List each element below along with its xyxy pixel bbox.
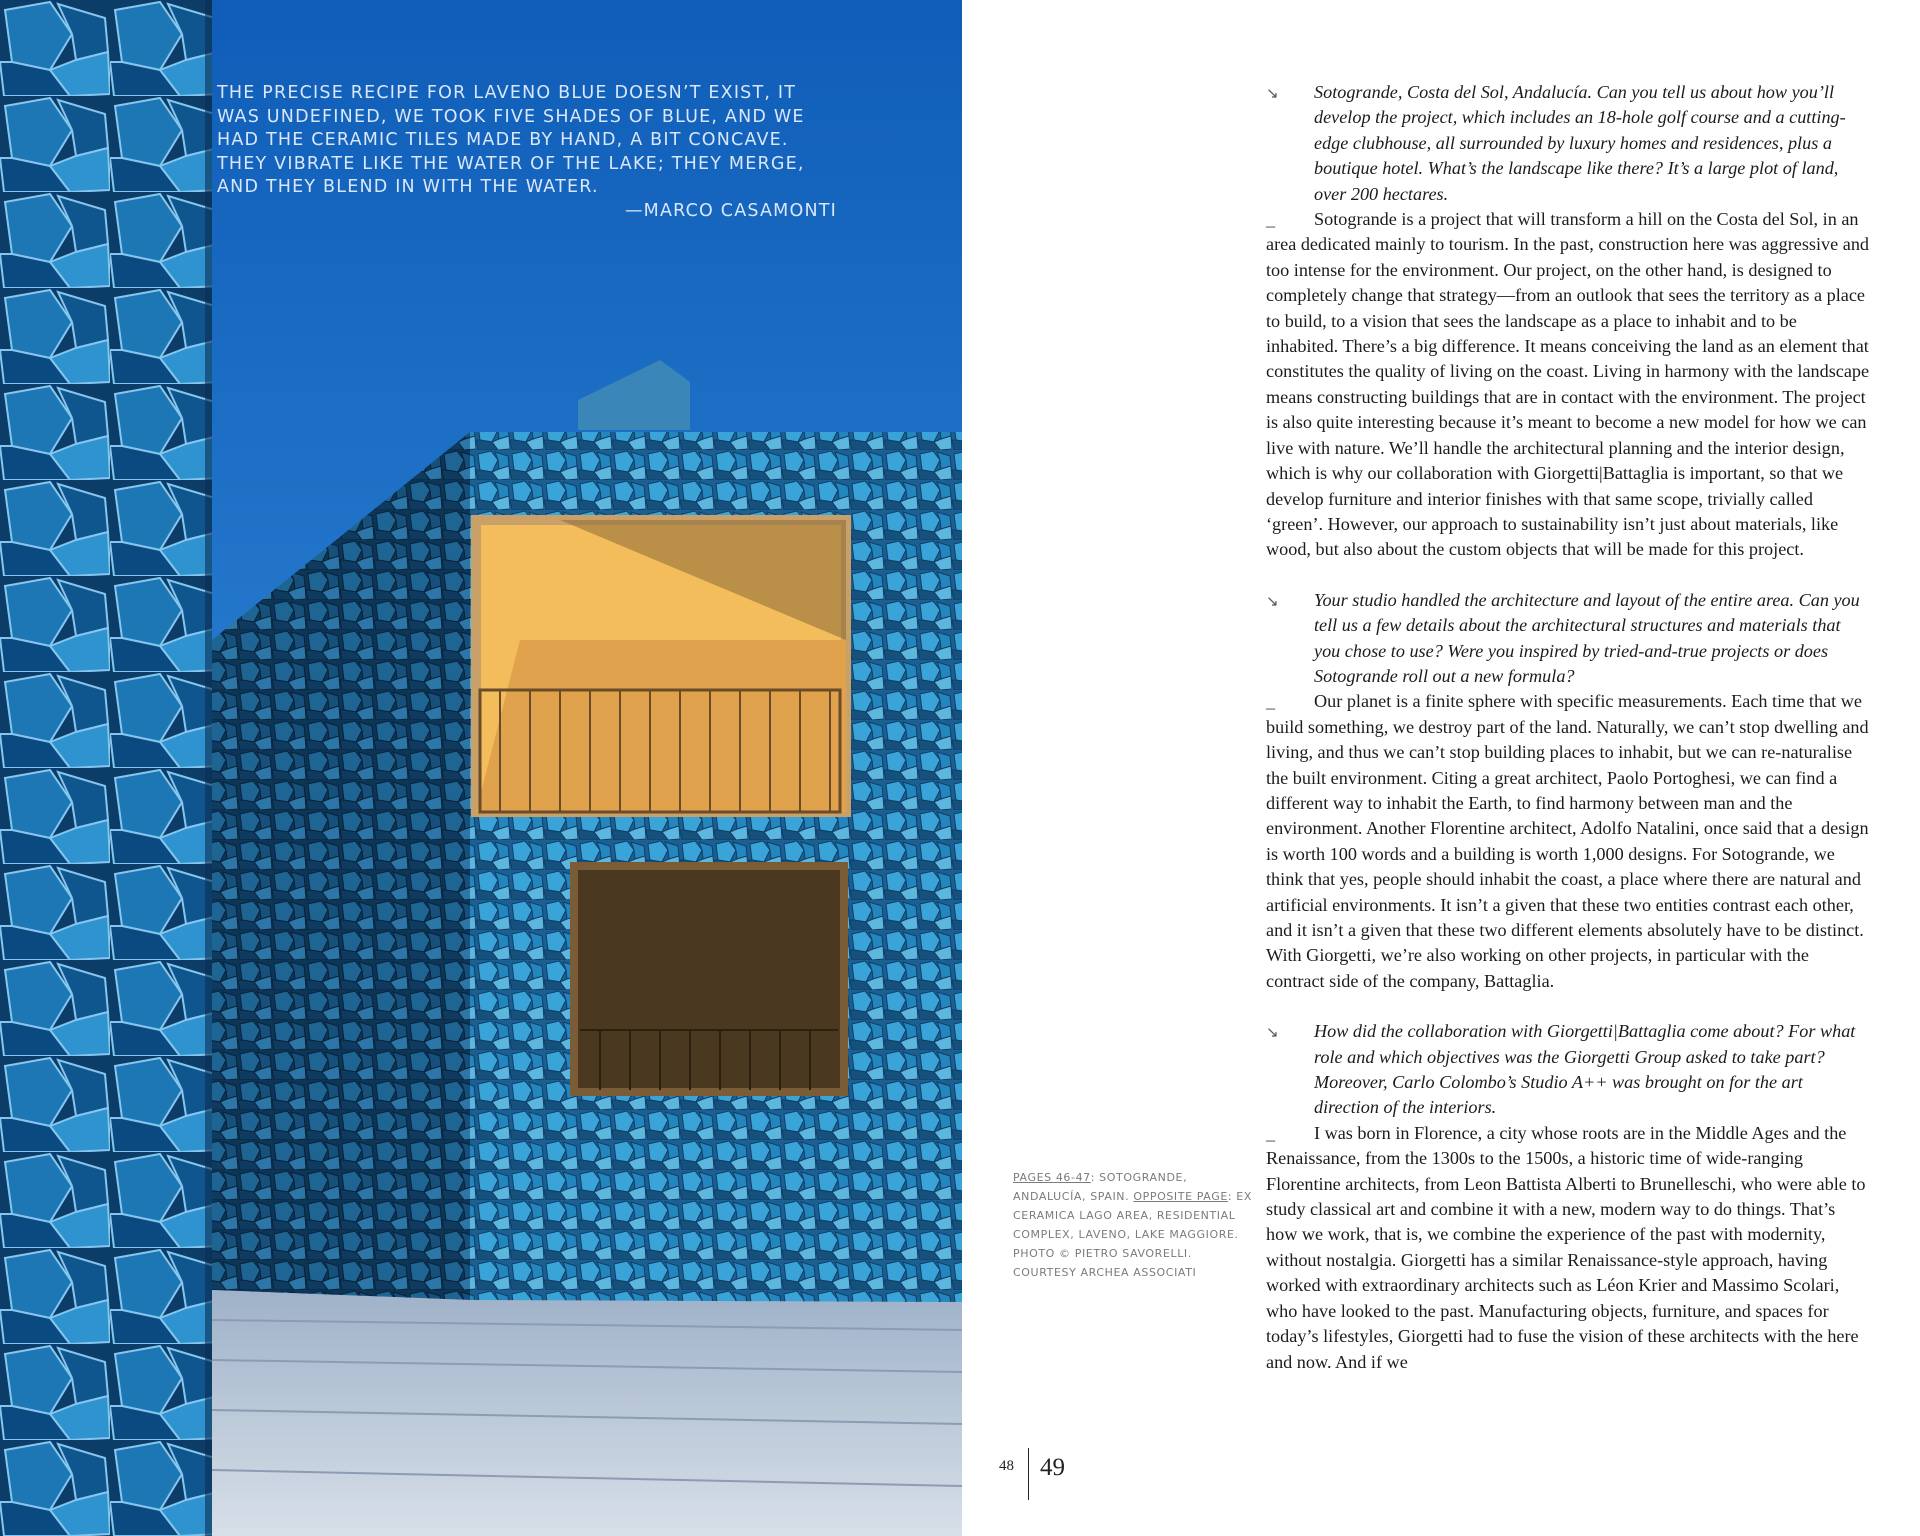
interview-question	[1266, 588, 1870, 690]
caption-opposite-text: : EX CERAMICA LAGO AREA, RESIDENTIAL COMPLEX, LAVENO, LAKE MAGGIORE.	[1013, 1190, 1252, 1241]
qa-block	[1266, 1019, 1870, 1375]
qa-block	[1266, 588, 1870, 995]
caption-pages-label: PAGES 46-47	[1013, 1171, 1091, 1184]
caption-block	[1013, 1168, 1253, 1282]
interview-column	[1266, 80, 1870, 1400]
question-text: Sotogrande, Costa del Sol, Andalucía. Can you tell us about how you’ll develop the project, which includes an 18-hole golf course and a cutting-edge clubhouse, all surrounded by luxury homes and residences, plus a boutique hotel. What’s the landscape like there? It’s a large plot of land, over 200 hectares.	[1314, 82, 1846, 204]
page-number-divider	[1028, 1448, 1029, 1500]
caption-opposite-label: OPPOSITE PAGE	[1133, 1190, 1228, 1203]
interview-question	[1266, 80, 1870, 207]
answer-text: Our planet is a finite sphere with specific measurements. Each time that we build something, we destroy part of the land. Naturally, we can’t stop dwelling and living, and thus we can’t stop building places to inhabit, but we can re-naturalise the built environment. Citing a great architect, Paolo Portoghesi, we can find a different way to inhabit the Earth, to find harmony between man and the environment. Another Florentine architect, Adolfo Natalini, once said that a design is worth 100 words and a building is worth 1,000 designs. For Sotogrande, we think that yes, people should inhabit the coast, a place where there are natural and artificial environments. It isn’t a given that these two entities contrast each other, and it isn’t a given that these two different elements absolutely have to be distinct. With Giorgetti, we’re also working on other projects, in particular with the contract side of the company, Battaglia.	[1266, 691, 1869, 991]
interview-answer	[1266, 207, 1870, 563]
pull-quote	[217, 82, 837, 223]
caption-photo-credit: PHOTO © PIETRO SAVORELLI.	[1013, 1247, 1192, 1260]
pull-quote-text: THE PRECISE RECIPE FOR LAVENO BLUE DOESN’T EXIST, IT WAS UNDEFINED, WE TOOK FIVE SHADES OF BLUE, AND WE HAD THE CERAMIC TILES MADE BY HAND, A BIT CONCAVE. THEY VIBRATE LIKE THE WATER OF THE LAKE; THEY MERGE, AND THEY BLEND IN WITH THE WATER.	[217, 83, 805, 197]
qa-block	[1266, 80, 1870, 563]
page-number-right: 49	[1040, 1454, 1065, 1481]
caption-courtesy: COURTESY ARCHEA ASSOCIATI	[1013, 1266, 1197, 1279]
interview-answer	[1266, 689, 1870, 994]
photo-caption	[1013, 1168, 1253, 1282]
pull-quote-attribution: —MARCO CASAMONTI	[624, 200, 837, 221]
arrow-down-right-icon: ↘	[1266, 591, 1279, 610]
dash-icon: _	[1266, 691, 1276, 712]
dash-icon: _	[1266, 1122, 1276, 1143]
answer-text: Sotogrande is a project that will transform a hill on the Costa del Sol, in an area dedicated mainly to tourism. In the past, construction here was aggressive and too intense for the environment. Our project, on the other hand, is designed to completely change that strategy—from an outlook that sees the territory as a place to build, to a vision that sees the landscape as a place to inhabit and to be inhabited. There’s a big difference. It means conceiving the land as an element that constitutes the quality of living on the coast. Living in harmony with the landscape means constructing buildings that are in contact with the environment. The project is also quite interesting because it’s meant to become a new model for how we can live with nature. We’ll handle the architectural planning and the interior design, which is why our collaboration with Giorgetti|Battaglia is important, so that we develop furniture and interior finishes with that same scope, trivially called ‘green’. However, our approach to sustainability isn’t just about materials, like wood, but also about the custom objects that will be made for this project.	[1266, 209, 1870, 560]
question-text: How did the collaboration with Giorgetti|Battaglia come about? For what role and which objectives was the Giorgetti Group asked to take part? Moreover, Carlo Colombo’s Studio A++ was brought on for the art direction of the interiors.	[1314, 1021, 1856, 1118]
page-number-left: 48	[999, 1458, 1014, 1474]
arrow-down-right-icon: ↘	[1266, 1023, 1279, 1042]
answer-text: I was born in Florence, a city whose roots are in the Middle Ages and the Renaissance, from the 1300s to the 1500s, a historic time of wide-ranging Florentine architects, from Leon Battista Alberti to Brunelleschi, who were able to study classical art and combine it with a new, modern way to do things. That’s how we work, that is, we combine the experience of the past with modernity, without nostalgia. Giorgetti has a similar Renaissance-style approach, having worked with extraordinary architects such as Léon Krier and Massimo Scolari, who have looked to the past. Manufacturing objects, furniture, and spaces for today’s lifestyles, Giorgetti had to fuse the vision of these architects with the here and now. And if we	[1266, 1122, 1866, 1372]
caption-pages-text: : SOTOGRANDE, ANDALUCÍA, SPAIN.	[1013, 1171, 1188, 1203]
dash-icon: _	[1266, 209, 1276, 230]
interview-question	[1266, 1019, 1870, 1121]
interview-answer	[1266, 1121, 1870, 1375]
question-text: Your studio handled the architecture and layout of the entire area. Can you tell us a few details about the architectural structures and materials that you chose to use? Were you inspired by tried-and-true projects or does Sotogrande roll out a new formula?	[1314, 589, 1860, 686]
arrow-down-right-icon: ↘	[1266, 84, 1279, 102]
